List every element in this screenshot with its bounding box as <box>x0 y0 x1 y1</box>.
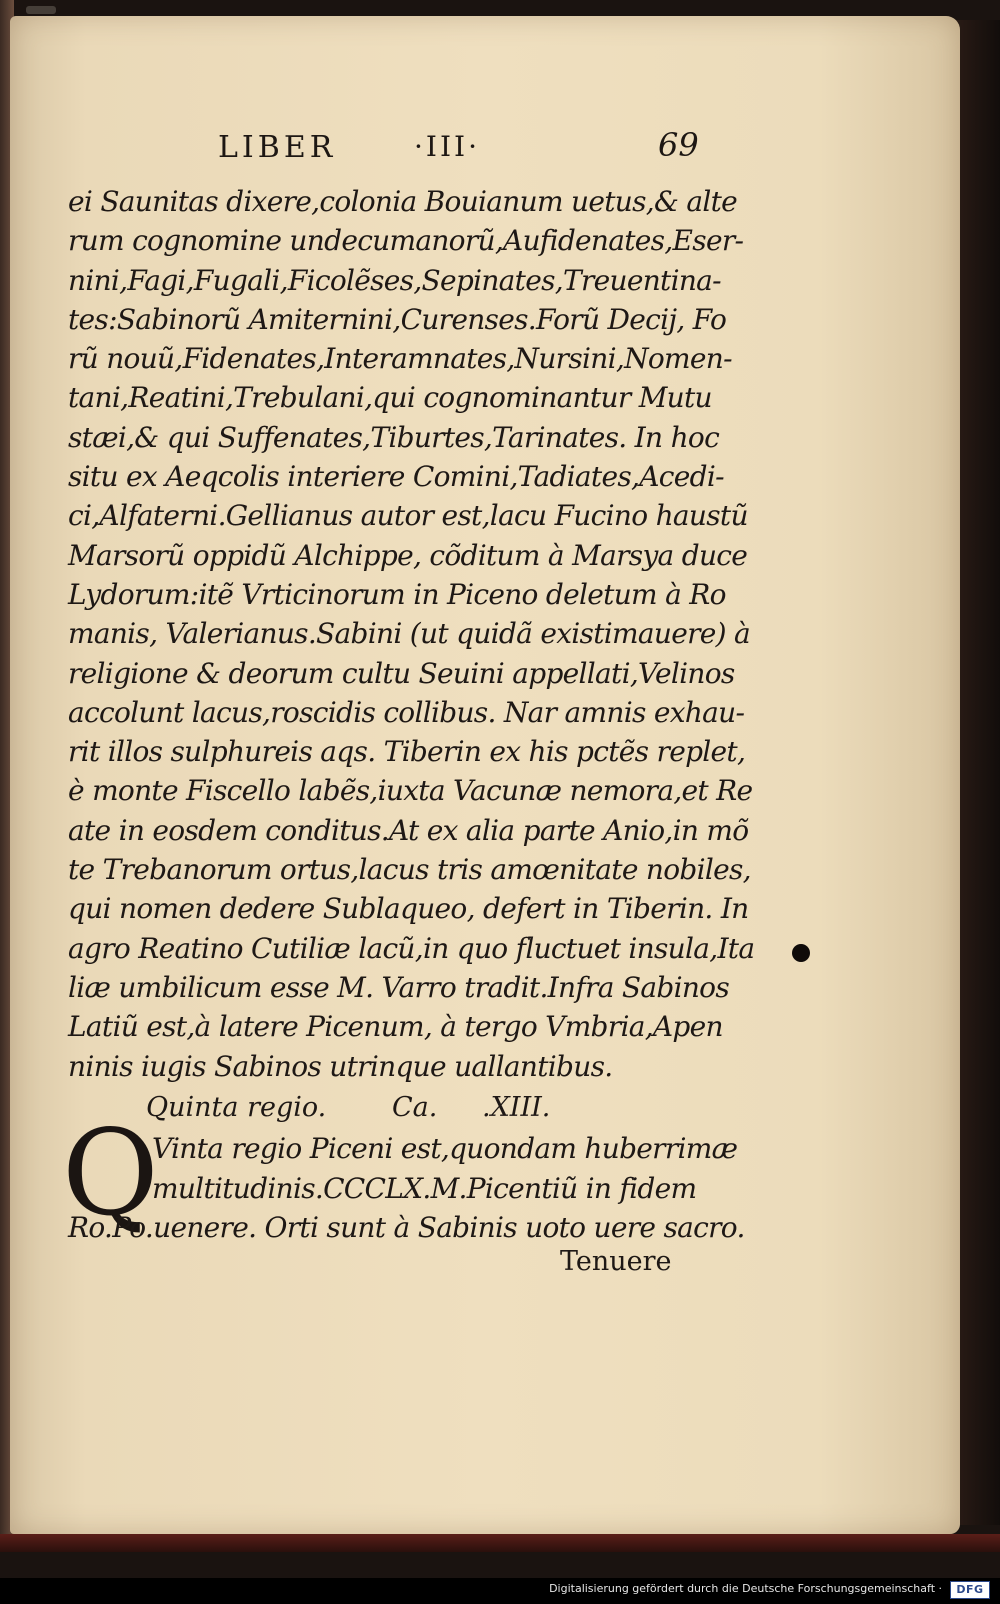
text-line: rit illos sulphureis aqs. Tiberin ex his pctẽs replet, <box>68 735 746 769</box>
text-line: ci,Alfaterni.Gellianus autor est,lacu Fucino haustũ <box>68 499 748 533</box>
running-head-book-word: LIBER <box>218 130 337 165</box>
text-line: situ ex Aeqcolis interiere Comini,Tadiates,Acedi- <box>68 460 724 494</box>
text-line: tani,Reatini,Trebulani,qui cognominantur Mutu <box>68 381 712 415</box>
page-bottom-edge <box>0 1534 1000 1552</box>
text-line: religione & deorum cultu Seuini appellati,Velinos <box>68 656 735 690</box>
catchword: Tenuere <box>560 1246 672 1277</box>
chapter-number: .XIII. <box>482 1092 551 1123</box>
footer-credit-bar <box>0 1578 1000 1604</box>
text-line: ate in eosdem conditus.At ex alia parte Anio,in mõ <box>68 813 749 847</box>
running-head <box>218 126 708 170</box>
text-line: Marsorũ oppidũ Alchippe, cõditum à Marsya duce <box>68 538 748 572</box>
running-head-book-number: ·III· <box>414 130 480 163</box>
text-line: multitudinis.CCCLX.M.Picentiũ in fidem <box>152 1172 697 1205</box>
drop-initial: Q <box>62 1104 159 1242</box>
folio-number: 69 <box>658 126 699 164</box>
text-line: accolunt lacus,roscidis collibus. Nar amnis exhau- <box>68 695 745 729</box>
text-line: è monte Fiscello labẽs,iuxta Vacunæ nemora,et Re <box>68 774 753 808</box>
text-line: Lydorum:itẽ Vrticinorum in Piceno deletum à Ro <box>68 577 726 611</box>
text-line: stæi,& qui Suffenates,Tiburtes,Tarinates. In hoc <box>68 420 720 454</box>
main-text-block <box>68 182 755 1086</box>
chapter-title: Quinta regio. <box>146 1092 327 1123</box>
corner-smudge <box>26 6 56 14</box>
margin-ink-dot <box>792 944 810 962</box>
text-line: tes:Sabinorũ Amiternini,Curenses.Forũ Decij, Fo <box>68 302 727 336</box>
chapter-heading <box>146 1092 626 1128</box>
dfg-logo: DFG <box>950 1581 990 1599</box>
text-line: Latiũ est,à latere Picenum, à tergo Vmbria,Apen <box>68 1010 723 1044</box>
text-line: liæ umbilicum esse M. Varro tradit.Infra Sabinos <box>68 970 729 1004</box>
funding-credit: Digitalisierung gefördert durch die Deutsche Forschungsgemeinschaft · <box>549 1582 942 1595</box>
chapter-label: Ca. <box>392 1092 438 1123</box>
text-line: qui nomen dedere Sublaqueo, defert in Tiberin. In <box>68 892 749 926</box>
text-line: rũ nouũ,Fidenates,Interamnates,Nursini,Nomen- <box>68 342 732 376</box>
text-line: te Trebanorum ortus,lacus tris amœnitate nobiles, <box>68 853 751 887</box>
text-line: Ro.Po.uenere. Orti sunt à Sabinis uoto uere sacro. <box>68 1211 745 1244</box>
text-line: Vinta regio Piceni est,quondam huberrimæ <box>152 1132 738 1165</box>
text-line: manis, Valerianus.Sabini (ut quidã existimauere) à <box>68 617 751 651</box>
text-line: agro Reatino Cutiliæ lacũ,in quo fluctuet insula,Ita <box>68 931 755 965</box>
text-line: nini,Fagi,Fugali,Ficolẽses,Sepinates,Treuentina- <box>68 263 721 297</box>
text-line: rum cognomine undecumanorũ,Aufidenates,Eser- <box>68 224 744 258</box>
text-line: ei Saunitas dixere,colonia Bouianum uetus,& alte <box>68 185 738 218</box>
text-line: ninis iugis Sabinos utrinque uallantibus. <box>68 1049 613 1083</box>
